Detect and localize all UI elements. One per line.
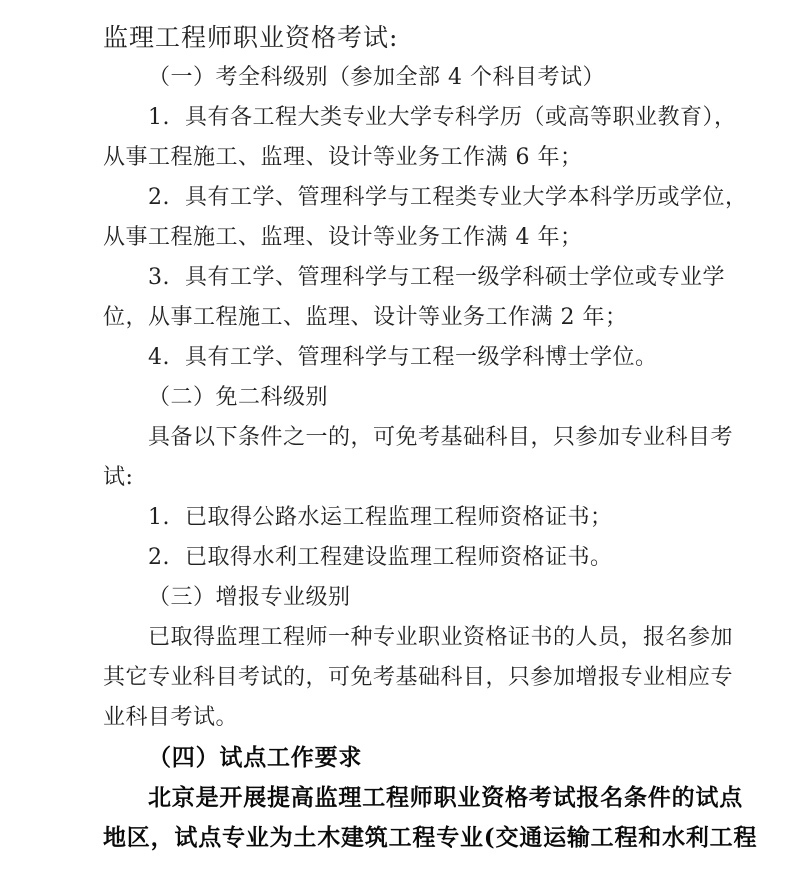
list-item-condition-3: 3. 具有工学、管理科学与工程一级学科硕士学位或专业学 bbox=[148, 265, 725, 290]
list-item-condition-4: 4. 具有工学、管理科学与工程一级学科博士学位。 bbox=[148, 345, 658, 370]
list-item-condition-2-cont: 从事工程施工、监理、设计等业务工作满 4 年； bbox=[103, 225, 583, 250]
list-item-condition-3-cont: 位，从事工程施工、监理、设计等业务工作满 2 年； bbox=[103, 305, 628, 330]
list-item-condition-1: 1. 具有各工程大类专业大学专科学历（或高等职业教育）， bbox=[148, 105, 737, 130]
section-heading-4: （四）试点工作要求 bbox=[148, 744, 363, 771]
text-line-intro: 监理工程师职业资格考试: bbox=[103, 23, 399, 52]
list-item-condition-2: 2. 具有工学、管理科学与工程类专业大学本科学历或学位， bbox=[148, 185, 748, 210]
list-item-exemption-1: 1. 已取得公路水运工程监理工程师资格证书； bbox=[148, 505, 613, 530]
paragraph-exemption-intro: 具备以下条件之一的，可免考基础科目，只参加专业科目考 bbox=[148, 425, 734, 450]
paragraph-additional-major-cont: 其它专业科目考试的，可免考基础科目，只参加增报专业相应专 bbox=[103, 665, 734, 690]
paragraph-pilot-work-cont: 地区，试点专业为土木建筑工程专业(交通运输工程和水利工程 bbox=[103, 824, 758, 851]
paragraph-pilot-work: 北京是开展提高监理工程师职业资格考试报名条件的试点 bbox=[148, 784, 743, 811]
section-heading-2: （二）免二科级别 bbox=[148, 385, 329, 410]
paragraph-additional-major: 已取得监理工程师一种专业职业资格证书的人员，报名参加 bbox=[148, 625, 734, 650]
list-item-condition-1-cont: 从事工程施工、监理、设计等业务工作满 6 年； bbox=[103, 145, 583, 170]
paragraph-exemption-intro-cont: 试: bbox=[103, 465, 134, 490]
paragraph-additional-major-end: 业科目考试。 bbox=[103, 705, 239, 730]
section-heading-1: （一）考全科级别（参加全部 4 个科目考试） bbox=[148, 65, 605, 90]
list-item-exemption-2: 2. 已取得水利工程建设监理工程师资格证书。 bbox=[148, 545, 613, 570]
section-heading-3: （三）增报专业级别 bbox=[148, 585, 351, 610]
